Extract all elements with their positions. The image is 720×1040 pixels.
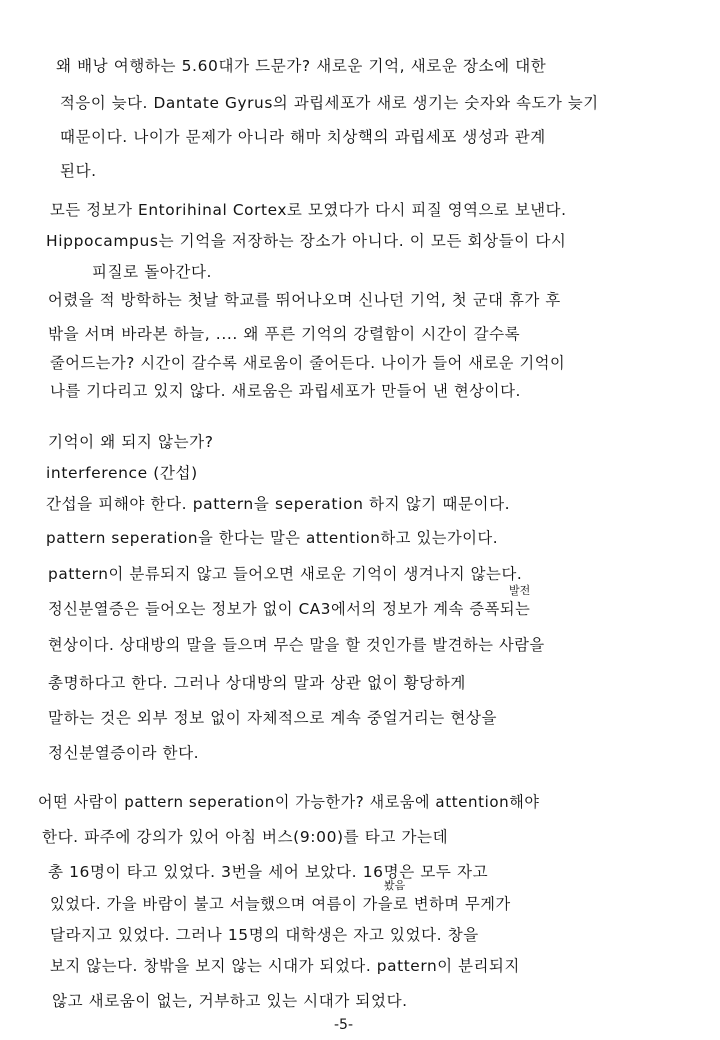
text-line: 정신분열증은 들어오는 정보가 없이 CA3에서의 정보가 계속 증폭되는: [48, 600, 531, 618]
text-line: 피질로 돌아간다.: [92, 263, 213, 281]
insertion-note: 발전: [509, 584, 531, 597]
text-line: 어떤 사람이 pattern seperation이 가능한가? 새로움에 attention해야: [38, 793, 540, 811]
text-line: 달라지고 있었다. 그러나 15명의 대학생은 자고 있었다. 창을: [50, 926, 479, 944]
text-line: 보지 않는다. 창밖을 보지 않는 시대가 되었다. pattern이 분리되지: [50, 957, 520, 975]
text-line: 줄어드는가? 시간이 갈수록 새로움이 줄어든다. 나이가 들어 새로운 기억이: [50, 354, 566, 372]
page-number: -5-: [334, 1017, 354, 1033]
text-line: 모든 정보가 Entorihinal Cortex로 모였다가 다시 피질 영역으로 보낸다.: [50, 201, 567, 219]
text-line: Hippocampus는 기억을 저장하는 장소가 아니다. 이 모든 회상들이 다시: [46, 232, 567, 250]
text-line: 어렸을 적 방학하는 첫날 학교를 뛰어나오며 신나던 기억, 첫 군대 휴가 후: [48, 291, 561, 309]
text-line: 밖을 서며 바라본 하늘, .... 왜 푸른 기억의 강렬함이 시간이 갈수록: [48, 325, 521, 343]
text-line: 나를 기다리고 있지 않다. 새로움은 과립세포가 만들어 낸 현상이다.: [50, 382, 521, 400]
text-line: pattern seperation을 한다는 말은 attention하고 있는가이다.: [46, 529, 499, 547]
text-line: 현상이다. 상대방의 말을 들으며 무슨 말을 할 것인가를 발견하는 사람을: [48, 636, 545, 654]
text-line: interference (간섭): [46, 464, 198, 482]
text-line: 않고 새로움이 없는, 거부하고 있는 시대가 되었다.: [52, 992, 408, 1010]
text-line: 말하는 것은 외부 정보 없이 자체적으로 계속 중얼거리는 현상을: [48, 709, 498, 727]
text-line: 있었다. 가을 바람이 불고 서늘했으며 여름이 가을로 변하며 무게가: [50, 895, 511, 913]
text-line: 된다.: [60, 162, 97, 180]
text-line: 총명하다고 한다. 그러나 상대방의 말과 상관 없이 황당하게: [48, 674, 466, 692]
text-line: pattern이 분류되지 않고 들어오면 새로운 기억이 생겨나지 않는다.: [48, 565, 523, 583]
text-line: 때문이다. 나이가 문제가 아니라 해마 치상핵의 과립세포 생성과 관계: [60, 128, 546, 146]
text-line: 한다. 파주에 강의가 있어 아침 버스(9:00)를 타고 가는데: [42, 828, 449, 846]
text-line: 적응이 늦다. Dantate Gyrus의 과립세포가 새로 생기는 숫자와 속도가 늦기: [60, 94, 599, 112]
text-line: 기억이 왜 되지 않는가?: [48, 433, 214, 451]
text-line: 총 16명이 타고 있었다. 3번을 세어 보았다. 16명은 모두 자고: [48, 863, 489, 881]
text-line: 정신분열증이라 한다.: [48, 744, 200, 762]
insertion-note: 봤음: [384, 879, 406, 892]
text-line: 간섭을 피해야 한다. pattern을 seperation 하지 않기 때문이다.: [46, 495, 511, 513]
text-line: 왜 배낭 여행하는 5.60대가 드문가? 새로운 기억, 새로운 장소에 대한: [56, 57, 547, 75]
